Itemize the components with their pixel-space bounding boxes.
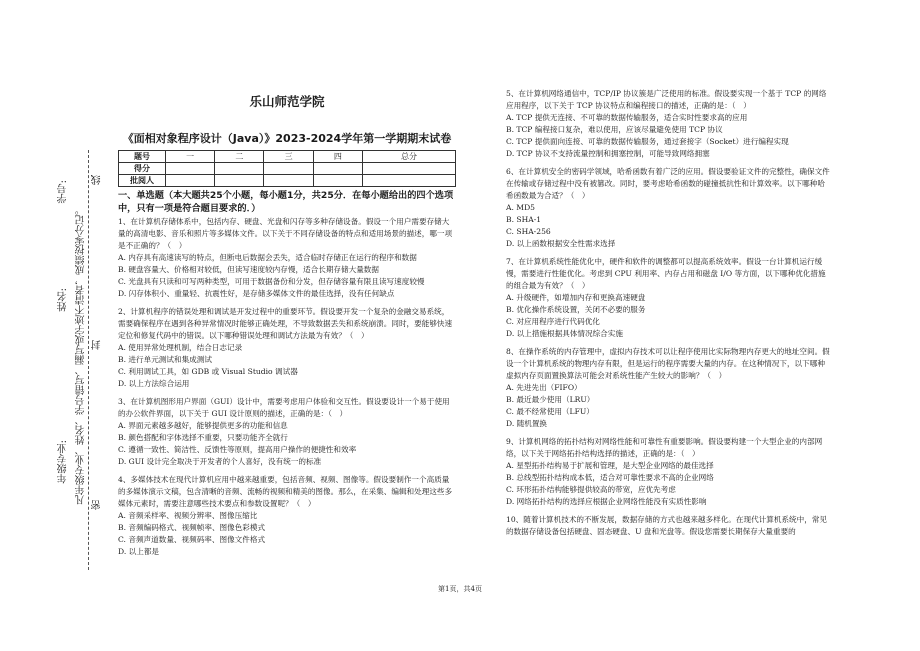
score-table — [118, 150, 456, 187]
option: A. 音频采样率、视频分辨率、图像压缩比 — [118, 511, 258, 520]
option: A. 使用异常处理机制，结合日志记录 — [118, 343, 243, 352]
score-cell — [264, 163, 313, 175]
score-cell — [313, 163, 362, 175]
score-cell — [166, 163, 215, 175]
question-stem: 5、在计算机网络通信中，TCP/IP 协议簇是广泛使用的标准。假设要实现一个基于 TCP 的网络应用程序，以下关于 TCP 协议特点和编程接口的描述，正确的是：（ ） — [506, 89, 827, 110]
option: A. 内存具有高速读写的特点，但断电后数据会丢失，适合临时存储正在运行的程序和数据 — [118, 253, 417, 262]
row-label: 批阅人 — [119, 175, 166, 187]
question — [118, 216, 456, 300]
option: A. 界面元素越多越好，能够提供更多的功能和信息 — [118, 421, 288, 430]
notice-text: 凡年级专业、姓名、学号错写、漏写或字迹不清者，成绩按零分记。 — [76, 205, 87, 505]
question-stem: 8、在操作系统的内存管理中，虚拟内存技术可以让程序使用比实际物理内存更大的地址空间。假设一个计算机系统的物理内存有限，但是运行的程序需要大量的内存。在这种情况下，以下哪种虚拟内存页面置换算法可能会对系统性能产生较大的影响？（ ） — [506, 347, 830, 380]
question-stem: 2、计算机程序的错误处理和调试是开发过程中的重要环节。假设要开发一个复杂的金融交易系统，需要确保程序在遇到各种异常情况时能够正确处理，不导致数据丢失和系统崩溃。同时，要能够快速定位和修复代码中的错误。以下哪种错误处理和调试方法最为有效？（ ） — [118, 307, 453, 340]
score-cell — [264, 175, 313, 187]
question-stem: 4、多媒体技术在现代计算机应用中越来越重要，包括音频、视频、图像等。假设要制作一个高质量的多媒体演示文稿，包含清晰的音频、流畅的视频和精美的图像。那么，在采集、编辑和处理这些多媒体元素时，需要注意哪些技术要点和参数设置呢？（ ） — [118, 475, 453, 508]
left-column — [118, 92, 456, 564]
option: C. 遵循一致性、简洁性、反馈性等原则，提高用户操作的便捷性和效率 — [118, 445, 357, 454]
seal-char-xian: 线 — [92, 175, 103, 185]
question — [118, 306, 456, 390]
question-stem: 10、随着计算机技术的不断发展，数据存储的方式也越来越多样化。在现代计算机系统中，常见的数据存储设备包括硬盘、固态硬盘、U 盘和光盘等。假设您需要长期保存大量重要的 — [506, 515, 828, 536]
option: D. 以上都是 — [118, 547, 160, 556]
score-row — [119, 163, 456, 175]
name-label: 姓名: — [58, 288, 69, 312]
option: C. 利用调试工具，如 GDB 或 Visual Studio 调试器 — [118, 367, 298, 376]
grade-major-label: 年级专业: — [58, 440, 69, 484]
option: B. SHA-1 — [506, 215, 542, 224]
row-label: 得分 — [119, 163, 166, 175]
option: B. 音频编码格式、视频帧率、图像色彩模式 — [118, 523, 266, 532]
option: B. 颜色搭配和字体选择不重要，只要功能齐全就行 — [118, 433, 288, 442]
score-cell — [362, 175, 455, 187]
option: C. 最不经常使用（LFU） — [506, 407, 594, 416]
score-cell — [362, 163, 455, 175]
option: B. 最近最少使用（LRU） — [506, 395, 595, 404]
option: B. 进行单元测试和集成测试 — [118, 355, 212, 364]
question — [506, 166, 830, 250]
reviewer-row — [119, 175, 456, 187]
score-cell — [313, 175, 362, 187]
option: B. TCP 编程接口复杂，难以使用，应该尽量避免使用 TCP 协议 — [506, 125, 723, 134]
score-row-header — [119, 151, 456, 163]
score-cell — [215, 163, 264, 175]
option: C. 对应用程序进行代码优化 — [506, 317, 600, 326]
student-id-label: 学号: — [58, 180, 69, 204]
column-header: 一 — [166, 151, 215, 163]
option: A. TCP 提供无连接、不可靠的数据传输服务，适合实时性要求高的应用 — [506, 113, 748, 122]
column-header: 三 — [264, 151, 313, 163]
option: C. 音频声道数量、视频码率、图像文件格式 — [118, 535, 266, 544]
option: A. 升级硬件，如增加内存和更换高速硬盘 — [506, 293, 646, 302]
option: D. TCP 协议不支持流量控制和拥塞控制，可能导致网络拥塞 — [506, 149, 710, 158]
option: A. 先进先出（FIFO） — [506, 383, 582, 392]
question-stem: 3、在计算机图形用户界面（GUI）设计中，需要考虑用户体验和交互性。假设要设计一个易于使用的办公软件界面，以下关于 GUI 设计原则的描述，正确的是：（ ） — [118, 397, 450, 418]
option: D. 以上函数根据安全性需求选择 — [506, 239, 616, 248]
option: D. 随机置换 — [506, 419, 548, 428]
binding-margin — [0, 0, 112, 651]
cut-line — [88, 150, 89, 570]
question-stem: 7、在计算机系统性能优化中，硬件和软件的调整都可以提高系统效率。假设一台计算机运行缓慢，需要进行性能优化。考虑到 CPU 利用率、内存占用和磁盘 I/O 等方面，以下哪种优化措施的组合最为有效？（ ） — [506, 257, 826, 290]
option: B. 硬盘容量大、价格相对较低，但读写速度较内存慢，适合长期存储大量数据 — [118, 265, 379, 274]
question-stem: 9、计算机网络的拓扑结构对网络性能和可靠性有重要影响。假设要构建一个大型企业的内部网络，以下关于网络拓扑结构选择的描述，正确的是：（ ） — [506, 437, 823, 458]
row-label: 题号 — [119, 151, 166, 163]
page-footer: 第1页，共4页 — [438, 585, 482, 593]
question-stem: 1、在计算机存储体系中，包括内存、硬盘、光盘和闪存等多种存储设备。假设一个用户需要存储大量的高清电影、音乐和照片等多媒体文件。以下关于不同存储设备的特点和适用场景的描述，哪一项是不正确的？（ ） — [118, 217, 453, 250]
option: D. 以上措施根据具体情况综合实施 — [506, 329, 623, 338]
score-cell — [166, 175, 215, 187]
right-column — [506, 88, 830, 544]
column-header: 四 — [313, 151, 362, 163]
option: D. 以上方法综合运用 — [118, 379, 190, 388]
question — [118, 396, 456, 468]
column-header: 总分 — [362, 151, 455, 163]
question — [506, 256, 830, 340]
column-header: 二 — [215, 151, 264, 163]
option: C. 光盘具有只读和可写两种类型，可用于数据备份和分发，但存储容量有限且读写速度较慢 — [118, 277, 425, 286]
option: A. 星型拓扑结构易于扩展和管理，是大型企业网络的最佳选择 — [506, 461, 714, 470]
question — [506, 514, 830, 538]
option: D. 闪存体积小、重量轻、抗震性好，是存储多媒体文件的最佳选择，没有任何缺点 — [118, 289, 395, 298]
option: C. TCP 提供面向连接、可靠的数据传输服务，通过套接字（Socket）进行编程实现 — [506, 137, 789, 146]
option: A. MD5 — [506, 203, 536, 212]
option: D. GUI 设计完全取决于开发者的个人喜好，没有统一的标准 — [118, 457, 322, 466]
seal-char-mi: 密 — [92, 500, 103, 510]
score-cell — [215, 175, 264, 187]
exam-title: 《面相对象程序设计（Java）》2023-2024学年第一学期期末试卷 — [122, 132, 452, 145]
question-stem: 6、在计算机安全的密码学领域，哈希函数有着广泛的应用。假设要验证文件的完整性，确保文件在传输或存储过程中没有被篡改。同时，要考虑哈希函数的碰撞抵抗性和计算效率。以下哪种哈希函数最为合适？（ ） — [506, 167, 830, 200]
option: B. 优化操作系统设置，关闭不必要的服务 — [506, 305, 646, 314]
seal-char-feng: 封 — [92, 340, 103, 350]
question — [118, 474, 456, 558]
school-name: 乐山师范学院 — [249, 94, 325, 109]
option: C. SHA-256 — [506, 227, 551, 236]
question — [506, 346, 830, 430]
option: C. 环形拓扑结构能够提供较高的带宽，应优先考虑 — [506, 485, 676, 494]
question — [506, 88, 830, 160]
option: B. 总线型拓扑结构成本低，适合对可靠性要求不高的企业网络 — [506, 473, 714, 482]
section-title: 一、单选题（本大题共25个小题，每小题1分，共25分．在每小题给出的四个选项中，只有一项是符合题目要求的．） — [118, 190, 454, 214]
question — [506, 436, 830, 508]
option: D. 网络拓扑结构的选择应根据企业网络性能没有实质性影响 — [506, 497, 707, 506]
